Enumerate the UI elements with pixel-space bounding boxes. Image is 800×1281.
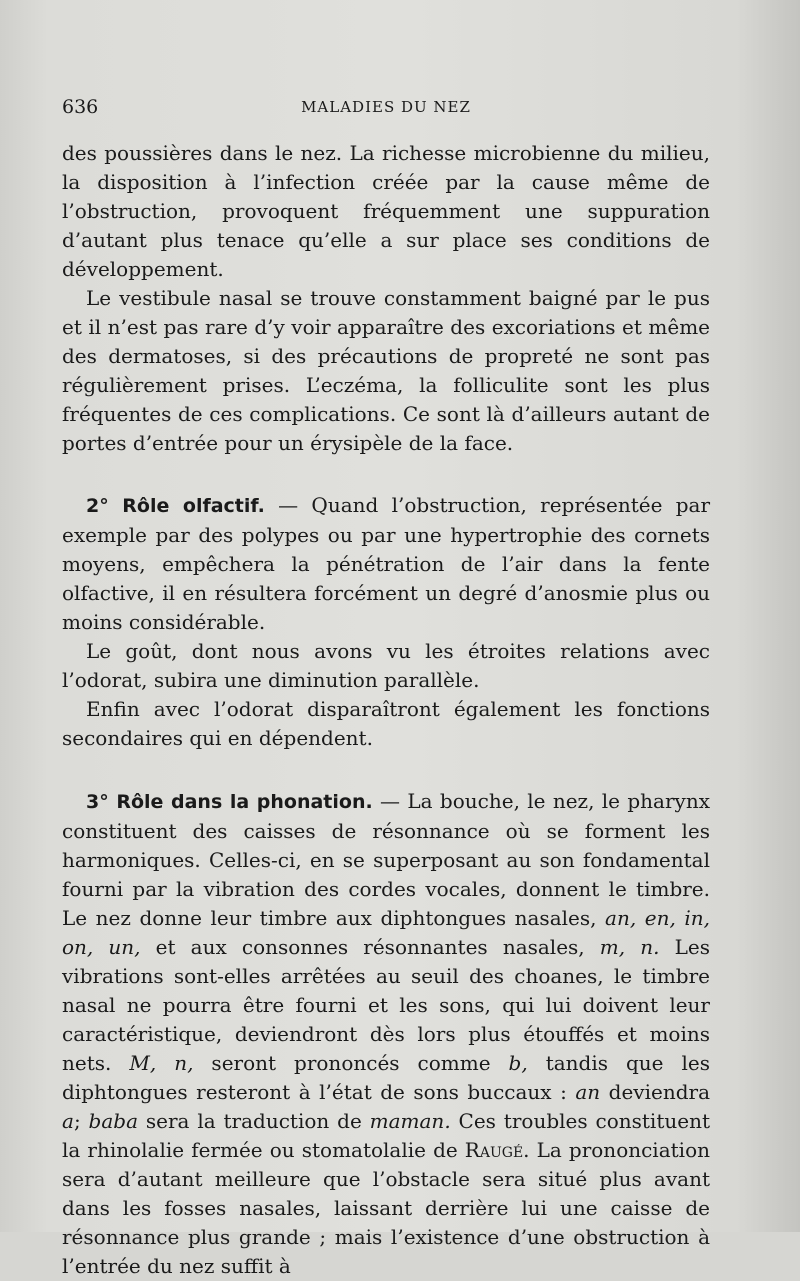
text-run: ; (73, 1109, 89, 1133)
text-run: et aux consonnes résonnantes nasales, (140, 935, 600, 959)
text-run: sera la traduction de (138, 1109, 370, 1133)
page-number: 636 (62, 96, 99, 118)
text-run: . La prononciation sera d’autant meilleure que l’obstacle sera situé plus avant dans les fosses nasales, laissant derrière lui une caisse de résonnance plus grande ; mais l’existence d’une obstruction à l’entrée du nez suffit à (62, 1138, 710, 1278)
section-heading: 3° Rôle dans la phonation. (86, 791, 373, 813)
section-olfactory (62, 491, 710, 637)
section-phonation (62, 787, 710, 1281)
text-run: deviendra (600, 1080, 710, 1104)
body-text (62, 139, 710, 1281)
text-run: seront prononcés comme (193, 1051, 509, 1075)
italic-run: m, n. (599, 935, 660, 959)
section-text: — Quand l’obstruction, représentée par exemple par des polypes ou par une hypertrophie des cornets moyens, empêchera la pénétration de l’air dans la fente olfactive, il en résultera forcément un degré d’anosmie plus ou moins considérable. (62, 493, 711, 634)
paragraph: Enfin avec l’odorat disparaîtront également les fonctions secondaires qui en dépendent. (62, 697, 710, 750)
italic-run: a (62, 1109, 74, 1133)
text-run: Ces troubles constituent la rhinolalie fermée ou stomatolalie de (62, 1109, 710, 1162)
paragraph: des poussières dans le nez. La richesse microbienne du milieu, la disposition à l’infection créée par la cause même de l’obstruction, provoquent fréquemment une suppuration d’autant plus tenace qu’elle a sur place ses conditions de développement. (62, 141, 710, 281)
paragraph: Le goût, dont nous avons vu les étroites relations avec l’odorat, subira une diminution parallèle. (62, 639, 710, 692)
text-run: — La bouche, le nez, le pharynx constituent des caisses de résonnance où se forment les harmoniques. Celles-ci, en se superposant au son fondamental fourni par la vibration des cordes vocales, donnent le timbre. Le nez donne leur timbre aux diphtongues nasales, (62, 789, 710, 930)
text-run: tandis que les diphtongues resteront à l’état de sons buccaux : (62, 1051, 710, 1104)
italic-run: b, (508, 1051, 528, 1075)
italic-run: an, en, in, on, un, (62, 906, 710, 959)
italic-run: baba (88, 1109, 138, 1133)
text-run: Les vibrations sont-elles arrêtées au seuil des choanes, le timbre nasal ne pourra être fourni et les sons, qui lui doivent leur caractéristique, deviendront dès lors plus étouffés et moins nets. (62, 935, 710, 1075)
section-heading: 2° Rôle olfactif. (86, 495, 265, 517)
italic-run: maman. (369, 1109, 451, 1133)
paragraph: Le vestibule nasal se trouve constamment baigné par le pus et il n’est pas rare d’y voir apparaître des excoriations et même des dermatoses, si des précautions de propreté ne sont pas régulièrement prises. L’eczéma, la folliculite sont les plus fréquentes de ces complications. Ce sont là d’ailleurs autant de portes d’entrée pour un érysipèle de la face. (62, 286, 710, 455)
running-title: MALADIES DU NEZ (301, 98, 471, 116)
italic-run: M, n, (129, 1051, 194, 1075)
page-header (62, 96, 710, 120)
author-name: Raugé (464, 1138, 524, 1162)
italic-run: an (575, 1080, 601, 1104)
